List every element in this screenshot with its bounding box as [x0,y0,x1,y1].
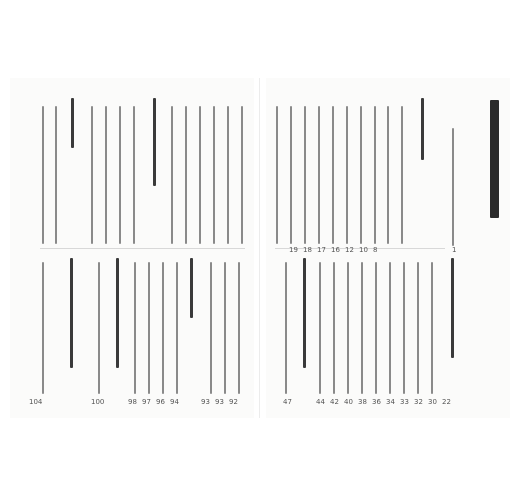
toc-entry [361,262,363,394]
toc-entry [199,106,201,244]
toc-entry [210,262,212,394]
toc-entry [318,106,320,244]
chapter-3-heading [303,258,306,368]
page-number: 33 [400,398,409,406]
page-number: 36 [372,398,381,406]
toc-entry [417,262,419,394]
page-number: 18 [303,246,312,254]
left-page-divider [40,248,245,249]
page-number: 16 [331,246,340,254]
toc-entry [148,262,150,394]
toc-entry [42,262,44,394]
toc-entry [105,106,107,244]
toc-entry [213,106,215,244]
page-number: 38 [358,398,367,406]
page-number: 32 [414,398,423,406]
toc-entry [374,106,376,244]
page-number: 34 [386,398,395,406]
page-number: 93 [215,398,224,406]
page-number: 30 [428,398,437,406]
page-number: 47 [283,398,292,406]
toc-entry [98,262,100,394]
toc-entry [333,262,335,394]
page-number: 96 [156,398,165,406]
toc-entry [238,262,240,394]
toc-entry [276,106,278,244]
toc-entry [224,262,226,394]
page-number: 104 [29,398,43,406]
toc-entry [346,106,348,244]
section-heading [71,98,74,148]
toc-entry [185,106,187,244]
toc-entry [431,262,433,394]
toc-entry [42,106,44,244]
chapter-4-heading [153,98,156,186]
toc-entry [319,262,321,394]
toc-entry [133,106,135,244]
page-number: 97 [142,398,151,406]
page-number: 100 [91,398,105,406]
toc-entry [389,262,391,394]
contents-title-glyphs [490,100,499,218]
page-number: 44 [316,398,325,406]
toc-entry [176,262,178,394]
toc-entry [332,106,334,244]
toc-entry [304,106,306,244]
page-number: 19 [289,246,298,254]
chapter-6-heading [70,258,73,368]
toc-entry [360,106,362,244]
page-number: 1 [452,246,457,254]
toc-entry [134,262,136,394]
page-number: 40 [344,398,353,406]
chapter-1-heading [421,98,424,160]
page-number: 93 [201,398,210,406]
page-number: 8 [373,246,378,254]
toc-entry [387,106,389,244]
chapter-5-heading [116,258,119,368]
toc-entry [347,262,349,394]
toc-entry [401,106,403,244]
toc-entry-preface [452,128,454,246]
page-number: 42 [330,398,339,406]
toc-entry [285,262,287,394]
page-number: 98 [128,398,137,406]
page-number: 10 [359,246,368,254]
toc-entry [241,106,243,244]
toc-entry [162,262,164,394]
toc-entry [171,106,173,244]
book-gutter [259,78,260,418]
page-number: 94 [170,398,179,406]
toc-entry [375,262,377,394]
page-number: 12 [345,246,354,254]
toc-entry [119,106,121,244]
toc-entry [403,262,405,394]
toc-entry [91,106,93,244]
toc-entry [55,106,57,244]
chapter-2-heading [451,258,454,358]
toc-entry [290,106,292,244]
page-number: 17 [317,246,326,254]
page-number: 22 [442,398,451,406]
section-heading [190,258,193,318]
page-number: 92 [229,398,238,406]
toc-entry [227,106,229,244]
